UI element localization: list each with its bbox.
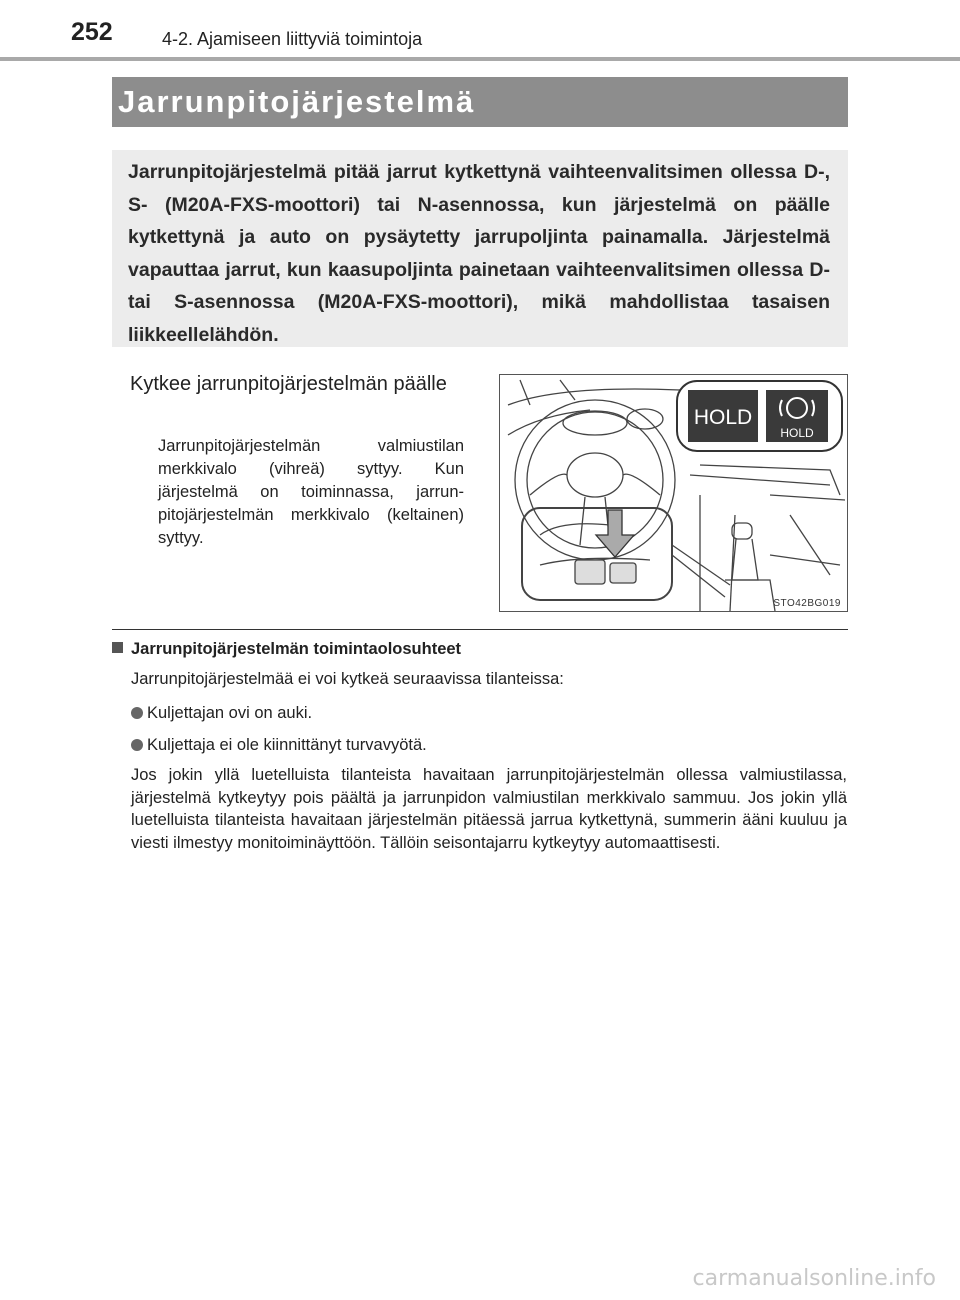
hold-indicator-label: HOLD (693, 406, 753, 429)
list-item-text: Kuljettajan ovi on auki. (147, 704, 313, 722)
header-divider (0, 57, 960, 61)
activate-body: Jarrunpitojärjestelmän valmiustilan merkkivalo (vihreä) syttyy. Kun järjestelmä on toiminnassa, jarrunpitojärjestelmän merkkivalo (keltainen) syttyy. (158, 437, 464, 547)
watermark: carmanualsonline.info (692, 1266, 936, 1291)
hold-icon-label: HOLD (780, 426, 814, 440)
dashboard-drawing (500, 375, 847, 611)
list-item-text: Kuljettaja ei ole kiinnittänyt turvavyötä. (147, 736, 427, 754)
chapter-title: 4-2. Ajamiseen liittyviä toimintoja (162, 29, 423, 49)
section-title: Jarrunpitojärjestelmä (118, 84, 476, 119)
section-divider (112, 629, 848, 630)
conditions-heading-text: Jarrunpitojärjestelmän toimintaolosuhteet (131, 640, 462, 658)
bullet-dot-icon (131, 707, 143, 719)
hold-switch-illustration (499, 374, 848, 612)
bullet-dot-icon (131, 739, 143, 751)
list-item (131, 736, 427, 755)
section-title-bar (112, 77, 848, 127)
page-number: 252 (71, 18, 113, 46)
conditions-body: Jos jokin yllä luetelluista tilanteista havaitaan jarrunpitojärjestelmän ollessa valmiustilassa, järjestelmä kytkeytyy pois päältä ja jarrunpidon valmiustilan merkkivalo sammuu. Jos jokin yllä luetelluista tilanteista havaitaan järjestelmän pitäessä jarrua kytkettynä, summerin ääni kuuluu ja viesti ilmestyy monitoiminäyttöön. Tällöin seisontajarru kytkeytyy automaattisesti. (131, 766, 847, 852)
intro-box (112, 150, 848, 347)
list-item (131, 704, 312, 723)
intro-text: Jarrunpitojärjestelmä pitää jarrut kytkettynä vaihteenvalitsimen ollessa D-, S- (M20A-FXS-moottori) tai N-asennossa, kun järjestelmä on päälle kytkettynä ja auto on pysäytetty jarrupoljinta painamalla. Järjestelmä vapauttaa jarrut, kun kaasupoljinta painetaan vaihteenvalitsimen ollessa D- tai S-asennossa (M20A-FXS-moottori), mikä mahdollistaa tasaisen liikkeellelähdön. (128, 161, 830, 346)
figure-code: STO42BG019 (773, 598, 841, 609)
conditions-intro: Jarrunpitojärjestelmää ei voi kytkeä seuraavissa tilanteissa: (131, 670, 564, 688)
page-header (0, 0, 960, 60)
activate-heading: Kytkee jarrunpitojärjestelmän päälle (130, 373, 447, 395)
square-bullet-icon (112, 642, 123, 653)
conditions-heading (112, 640, 461, 659)
